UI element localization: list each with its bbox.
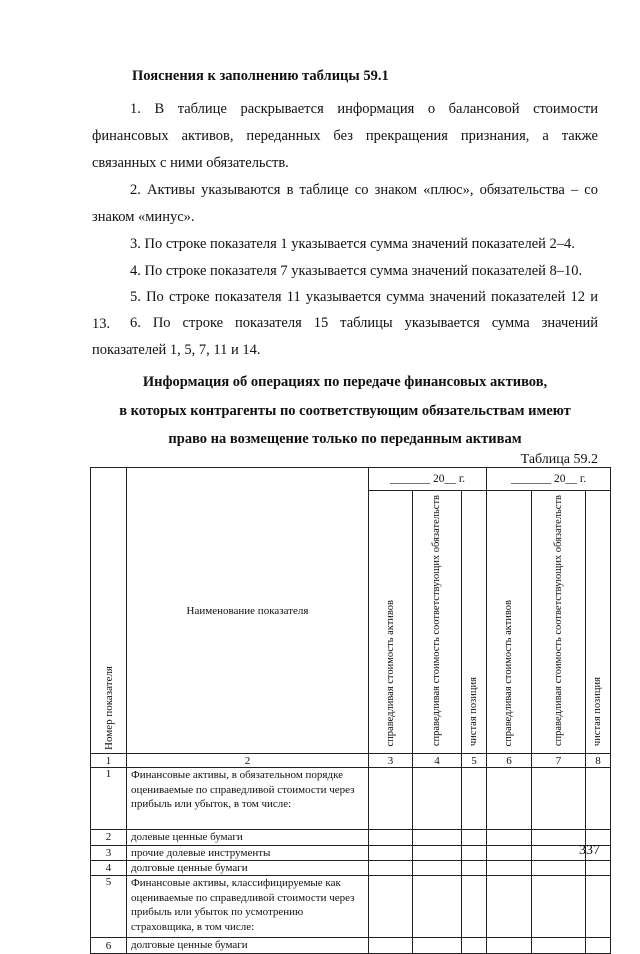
table-cell bbox=[487, 845, 532, 860]
table-cell bbox=[462, 845, 487, 860]
table-cell bbox=[487, 938, 532, 953]
row-number: 4 bbox=[91, 860, 127, 875]
table-cell bbox=[532, 860, 586, 875]
table-cell bbox=[532, 938, 586, 953]
subheader-fv-assets-2 bbox=[487, 491, 532, 754]
column-number: 4 bbox=[413, 754, 462, 768]
page-number: 337 bbox=[579, 843, 600, 858]
subheader-fv-liabilities-1 bbox=[413, 491, 462, 754]
row-number: 2 bbox=[91, 830, 127, 845]
table-cell bbox=[487, 876, 532, 938]
header-name-text: Наименование показателя bbox=[186, 604, 309, 617]
explanations-heading: Пояснения к заполнению таблицы 59.1 bbox=[132, 68, 389, 84]
table-cell bbox=[369, 845, 413, 860]
year-header-2: _______ 20__ г. bbox=[487, 468, 611, 491]
table-cell bbox=[487, 860, 532, 875]
table-cell bbox=[413, 876, 462, 938]
paragraph-2-text: 2. Активы указываются в таблице со знаком «плюс», обязательства – со знаком «минус». bbox=[92, 182, 598, 225]
row-number: 5 bbox=[91, 876, 127, 938]
table-cell bbox=[462, 830, 487, 845]
paragraph-4-text: 4. По строке показателя 7 указывается сумма значений показателей 8–10. bbox=[130, 263, 583, 279]
row-name: Финансовые активы, классифицируемые как оцениваемые по справедливой стоимости через прибыль или убыток по усмотрению страховщика, в том числе: bbox=[127, 876, 369, 938]
table-cell bbox=[413, 830, 462, 845]
table-cell bbox=[487, 830, 532, 845]
column-number: 3 bbox=[369, 754, 413, 768]
row-name: долговые ценные бумаги bbox=[127, 860, 369, 875]
subheader-text: справедливая стоимость активов bbox=[503, 599, 514, 747]
table-caption: Таблица 59.2 bbox=[520, 452, 598, 467]
table-cell bbox=[369, 876, 413, 938]
paragraph-3-text: 3. По строке показателя 1 указывается сумма значений показателей 2–4. bbox=[130, 236, 575, 252]
subheader-fv-liabilities-2 bbox=[532, 491, 586, 754]
header-number bbox=[91, 468, 127, 754]
table-row bbox=[91, 938, 611, 953]
paragraph-2 bbox=[92, 177, 598, 231]
table-cell bbox=[462, 860, 487, 875]
section-title bbox=[92, 368, 598, 454]
subheader-net-position-2 bbox=[586, 491, 611, 754]
column-number: 5 bbox=[462, 754, 487, 768]
subheader-text: чистая позиция bbox=[592, 677, 603, 747]
table-cell bbox=[369, 938, 413, 953]
table-cell bbox=[532, 768, 586, 830]
paragraph-6 bbox=[92, 310, 598, 364]
column-number: 8 bbox=[586, 754, 611, 768]
column-number: 2 bbox=[127, 754, 369, 768]
subheader-fv-assets-1 bbox=[369, 491, 413, 754]
table-cell bbox=[462, 768, 487, 830]
year-header-1: _______ 20__ г. bbox=[369, 468, 487, 491]
table-cell bbox=[586, 938, 611, 953]
table-cell bbox=[413, 768, 462, 830]
table-cell bbox=[462, 938, 487, 953]
subheader-net-position-1 bbox=[462, 491, 487, 754]
table-row bbox=[91, 830, 611, 845]
column-number: 7 bbox=[532, 754, 586, 768]
column-number: 1 bbox=[91, 754, 127, 768]
paragraph-3 bbox=[92, 231, 598, 258]
table-row bbox=[91, 860, 611, 875]
table-cell bbox=[487, 768, 532, 830]
table-cell bbox=[532, 845, 586, 860]
subheader-text: справедливая стоимость соответствующих обязательств bbox=[552, 495, 564, 747]
table-cell bbox=[532, 830, 586, 845]
table-cell bbox=[586, 876, 611, 938]
data-table bbox=[90, 467, 611, 954]
subheader-text: справедливая стоимость соответствующих обязательств bbox=[431, 495, 442, 747]
column-numbers-row bbox=[91, 754, 611, 768]
paragraph-6-text: 6. По строке показателя 15 таблицы указывается сумма значений показателей 1, 5, 7, 11 и 14. bbox=[92, 315, 598, 358]
header-name bbox=[127, 468, 369, 754]
table-row bbox=[91, 768, 611, 830]
table-cell bbox=[586, 768, 611, 830]
table-row bbox=[91, 845, 611, 860]
row-name: Финансовые активы, в обязательном порядке оцениваемые по справедливой стоимости через прибыль или убыток, в том числе: bbox=[127, 768, 369, 830]
table-row bbox=[91, 876, 611, 938]
paragraph-1 bbox=[92, 96, 598, 177]
paragraph-4 bbox=[92, 258, 598, 285]
table-cell bbox=[369, 860, 413, 875]
table-cell bbox=[532, 876, 586, 938]
row-name: прочие долевые инструменты bbox=[127, 845, 369, 860]
paragraph-1-text: 1. В таблице раскрывается информация о балансовой стоимости финансовых активов, переданных без прекращения признания, а также связанных с ними обязательств. bbox=[92, 101, 598, 171]
table-cell bbox=[413, 860, 462, 875]
paragraph-5-text: 5. По строке показателя 11 указывается сумма значений показателей 12 и 13. bbox=[92, 289, 598, 332]
header-number-text: Номер показателя bbox=[102, 666, 115, 751]
row-number: 3 bbox=[91, 845, 127, 860]
row-name: долговые ценные бумаги bbox=[127, 938, 369, 953]
row-number: 6 bbox=[91, 938, 127, 953]
subheader-text: справедливая стоимость активов bbox=[384, 599, 396, 747]
table-cell bbox=[369, 830, 413, 845]
table-cell bbox=[586, 860, 611, 875]
row-number: 1 bbox=[91, 768, 127, 830]
subheader-text: чистая позиция bbox=[468, 677, 479, 747]
section-title-line-3: право на возмещение только по переданным активам bbox=[168, 431, 522, 447]
section-title-line-2: в которых контрагенты по соответствующим обязательствам имеют bbox=[119, 402, 571, 419]
column-number: 6 bbox=[487, 754, 532, 768]
table-cell bbox=[462, 876, 487, 938]
table-cell bbox=[369, 768, 413, 830]
table-cell bbox=[413, 938, 462, 953]
row-name: долевые ценные бумаги bbox=[127, 830, 369, 845]
table-cell bbox=[413, 845, 462, 860]
section-title-line-1: Информация об операциях по передаче финансовых активов, bbox=[142, 374, 548, 390]
